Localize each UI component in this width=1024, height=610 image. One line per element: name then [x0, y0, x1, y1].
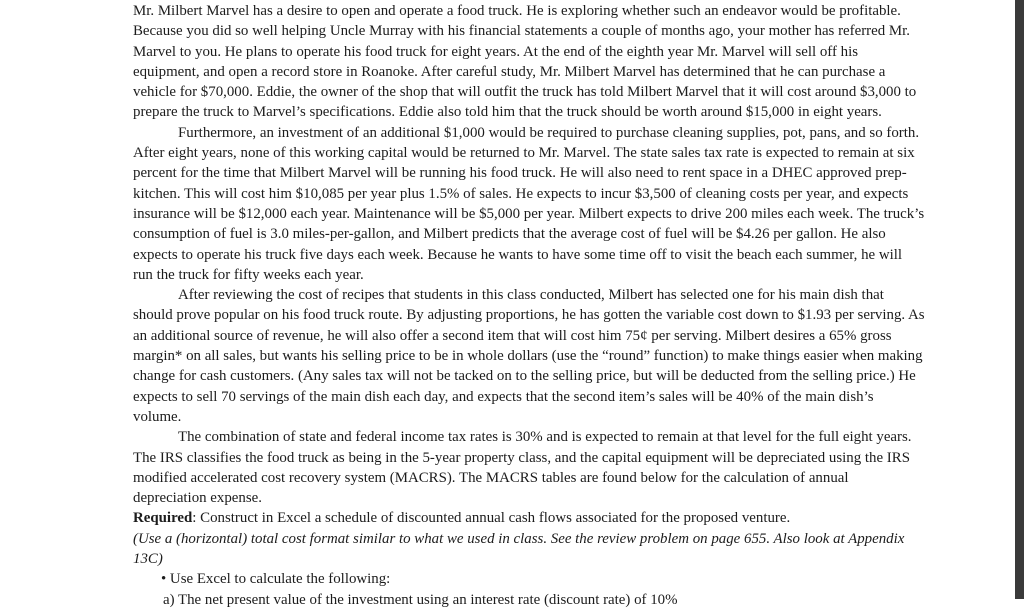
sub-item-a: a) The net present value of the investment using an interest rate (discount rate) of 10%: [163, 591, 678, 608]
bullet-item: • Use Excel to calculate the following:: [161, 571, 391, 588]
paragraph-costs: Furthermore, an investment of an additional $1,000 would be required to purchase cleaning supplies, pot, pans, and so forth. After eight years, none of this working capital would be returned to Mr. Marvel. The state sales tax rate is expected to remain at six percent for the time that Milbert Marvel will be running his food truck. He will also need to rent space in a DHEC approved prep-kitchen. This will cost him $10,085 per year plus 1.5% of sales. He expects to incur $3,500 of cleaning costs per year, and expects insurance will be $12,000 each year. Maintenance will be $5,000 per year. Milbert expects to drive 200 miles each week. The truck’s consumption of fuel is 3.0 miles-per-gallon, and Milbert predicts that the average cost of fuel will be $4.26 per gallon. He also expects to operate his truck five days each week. Because he wants to have some time off to visit the beach each summer, he will run the truck for fifty weeks each year.: [133, 124, 925, 283]
required-text: : Construct in Excel a schedule of discounted annual cash flows associated for the proposed venture.: [192, 510, 791, 527]
paragraph-intro: Mr. Milbert Marvel has a desire to open and operate a food truck. He is exploring whether such an endeavor would be profitable. Because you did so well helping Uncle Murray with his financial statements a couple of months ago, your mother has referred Mr. Marvel to you. He plans to operate his food truck for eight years. At the end of the eighth year Mr. Marvel will sell off his equipment, and open a record store in Roanoke. After careful study, Mr. Milbert Marvel has determined that he can purchase a vehicle for $70,000. Eddie, the owner of the shop that will outfit the truck has told Milbert Marvel that it will cost around $3,000 to prepare the truck to Marvel’s specifications. Eddie also told him that the truck should be worth around $15,000 in eight years.: [133, 3, 917, 121]
document-body: [133, 1, 925, 610]
paragraph-sales: After reviewing the cost of recipes that students in this class conducted, Milbert has selected one for his main dish that should prove popular on his food truck route. By adjusting proportions, he has gotten the variable cost down to $1.93 per serving. As an additional source of revenue, he will also offer a second item that will cost him 75¢ per serving. Milbert desires a 65% gross margin* on all sales, but wants his selling price to be in whole dollars (use the “round” function) to make things easier when making change for cash customers. (Any sales tax will not be tacked on to the selling price, but will be deducted from the selling price.) He expects to sell 70 servings of the main dish each day, and expects that the second item’s sales will be 40% of the main dish’s volume.: [133, 287, 925, 425]
required-line: [133, 508, 925, 528]
vertical-scrollbar[interactable]: [1015, 0, 1024, 599]
format-note: (Use a (horizontal) total cost format similar to what we used in class. See the review problem on page 655. Also look at Appendix 13C): [133, 530, 905, 568]
required-label: Required: [133, 510, 193, 527]
paragraph-tax: The combination of state and federal income tax rates is 30% and is expected to remain at that level for the full eight years. The IRS classifies the food truck as being in the 5-year property class, and the capital equipment will be depreciated using the IRS modified accelerated cost recovery system (MACRS). The MACRS tables are found below for the calculation of annual depreciation expense.: [133, 429, 912, 507]
